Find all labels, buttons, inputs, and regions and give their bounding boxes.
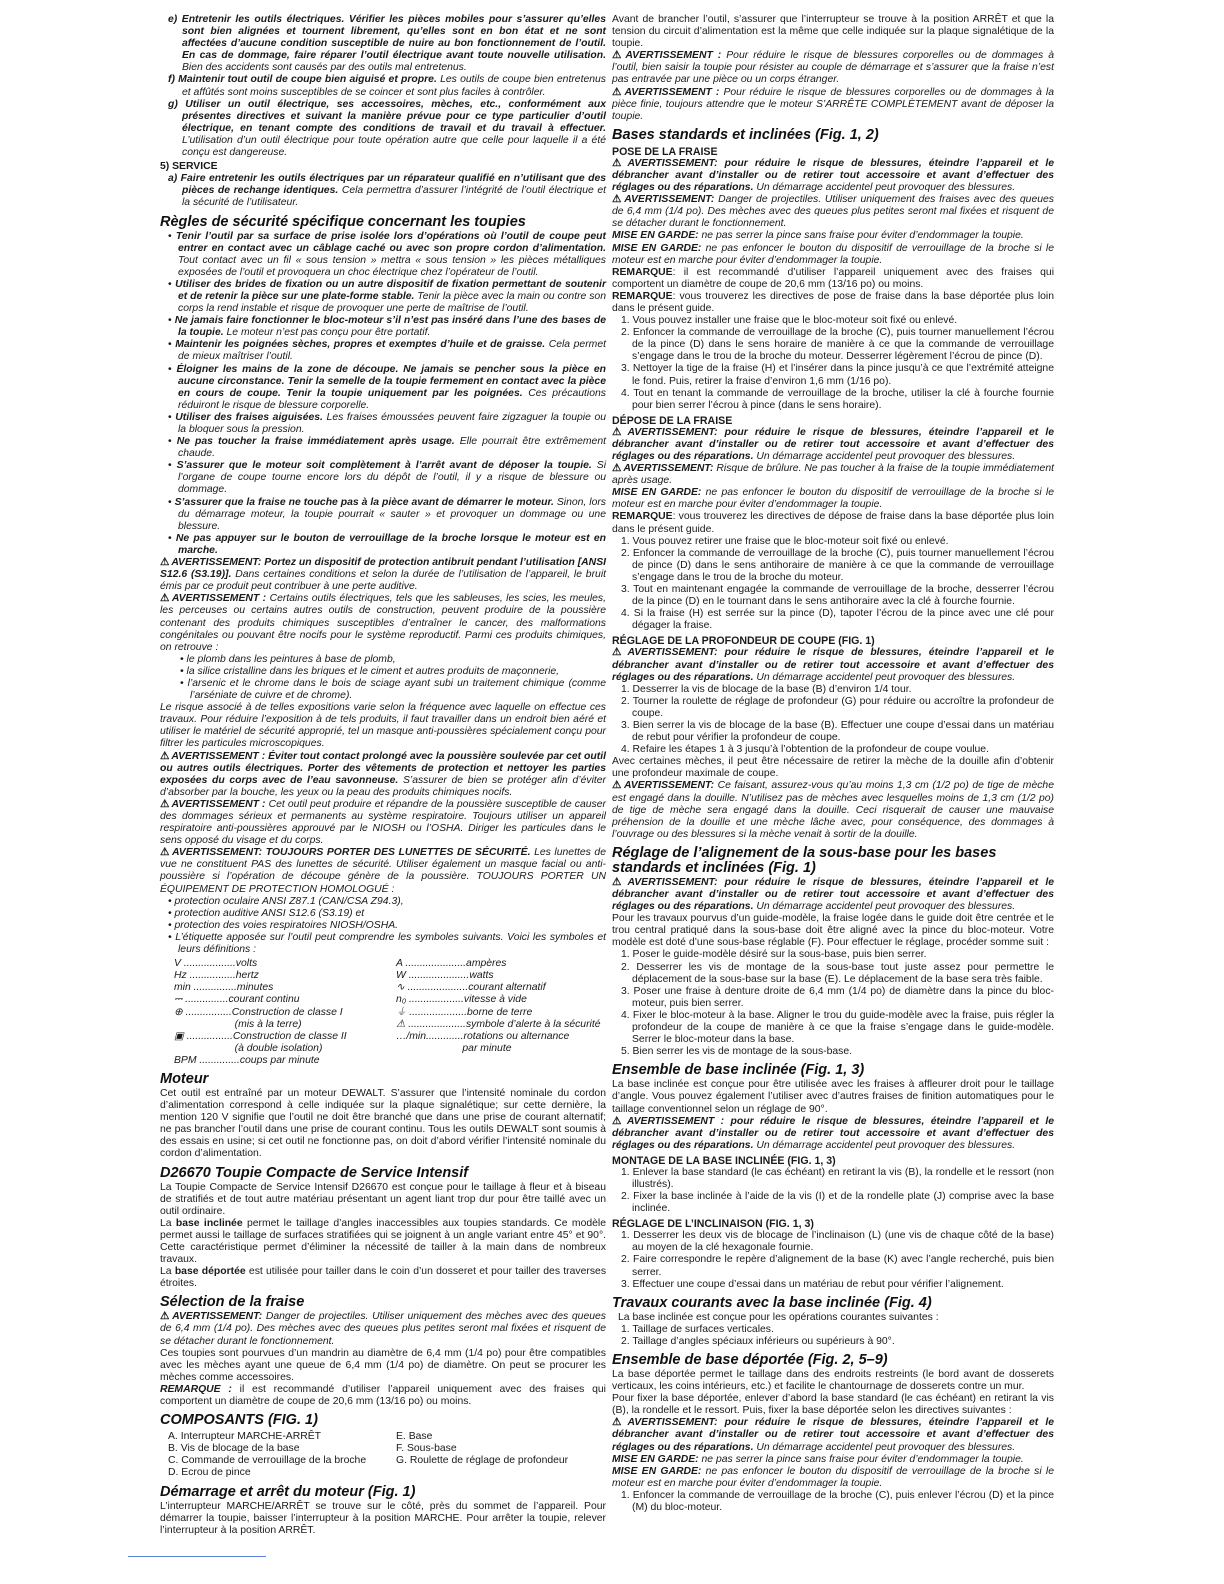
profondeur-warning-tige: ⚠ AVERTISSEMENT: Ce faisant, assurez-vous qu’au moins 1,3 cm (1/2 po) de tige de mèche est engagé dans la douille. N’utilisez pas de mèches avec lesquelles moins de 1,3 cm (1/2 po) de tige de mèche sera engagé dans la douille. Ceci risquerait de causer une mauvaise préhension de la douille et une mèche lâche avec, pour conséquence, des dommages à l’ouvrage ou des blessures si la mèche venait à sortir de la douille. [612, 780, 1054, 840]
mise-en-garde-1: MISE EN GARDE: ne pas serrer la pince sans fraise pour éviter d’endommager la toupie. [612, 230, 1024, 242]
list-item: • Ne jamais faire fonctionner le bloc-moteur s’il n’est pas inséré dans l’une des bases de la toupie. Le moteur n’est pas conçu pour être portatif. [168, 315, 606, 339]
montage-heading: MONTAGE DE LA BASE INCLINÉE (FIG. 1, 3) [612, 1154, 836, 1167]
list-item: • protection auditive ANSI S12.6 (S3.19) et [168, 907, 365, 919]
symbol-entry: W .....................watts [396, 970, 494, 982]
warning-contact: ⚠ AVERTISSEMENT : Éviter tout contact prolongé avec la poussière soulevée par cet outil ou autres outils électriques. Porter des vêtements de protection et nettoyer les parties exposées du corps avec de l’eau savonneuse. S’assurer de bien se protéger afin d’éviter d’absorber par la bouche, les yeux ou la peau des produits chimiques nocifs. [160, 751, 606, 799]
list-item: 2. Desserrer les vis de montage de la sous-base tout juste assez pour permettre le déplacement de la sous-base sur la base (E). Le déplacement de la base sera très faible. [621, 961, 1054, 985]
composants-heading: COMPOSANTS (FIG. 1) [160, 1412, 318, 1429]
list-item: • L’étiquette apposée sur l’outil peut comprendre les symboles suivants. Voici les symboles et leurs définitions : [168, 931, 607, 956]
warning-antibruit: ⚠ AVERTISSEMENT: Portez un dispositif de protection antibruit pendant l’utilisation [ANSI S12.6 (S3.19)]. Dans certaines conditions et selon la durée de l’utilisation de l’appareil, le bruit émis par ce produit peut contribuer à une perte auditive. [160, 557, 606, 593]
list-item: 1. Taillage de surfaces verticales. [621, 1323, 774, 1335]
list-item: • S’assurer que la fraise ne touche pas à la pièce avant de démarrer le moteur. Sinon, lors du démarrage moteur, la toupie pourrait « sauter » et provoquer un dommage ou une blessure. [168, 496, 607, 532]
list-item: • Ne pas toucher la fraise immédiatement après usage. Elle pourrait être extrêmement chaude. [168, 436, 606, 460]
list-item: • Maintenir les poignées sèches, propres et exemptes d’huile et de graisse. Cela permet de mieux maîtriser l’outil. [168, 339, 606, 363]
left-column [160, 14, 606, 1537]
travaux-heading: Travaux courants avec la base inclinée (Fig. 4) [612, 1294, 932, 1311]
maint-f: f) Maintenir tout outil de coupe bien aiguisé et propre. Les outils de coupe bien entretenus et affûtés sont moins susceptibles de se coincer et sont plus faciles à contrôler. [168, 74, 606, 98]
d26670-p2: La base inclinée permet le taillage d’angles inaccessibles aux toupies standards. Ce modèle permet aussi le taillage de surfaces stratifiées qui se joignent à un angle variant entre 45° et 90°. Cette caractéristique permet d’éliminer la nécessité de tailler à la main dans de nombreux travaux. [160, 1217, 606, 1266]
list-item: • Ne pas appuyer sur le bouton de verrouillage de la broche lorsque le moteur est en marche. [168, 532, 606, 556]
list-item: 2. Faire correspondre le repère d’alignement de la base (K) avec l’angle recherché, puis bien serrer. [621, 1254, 1054, 1278]
pose-projectiles: ⚠ AVERTISSEMENT: Danger de projectiles. Utiliser uniquement des fraises avec des queues de 6,4 mm (1/4 po). Des mèches avec des queues plus petites seront mal fixées et risquent de se détacher durant le fonctionnement. [612, 194, 1054, 230]
deportee-heading: Ensemble de base déportée (Fig. 2, 5–9) [612, 1352, 888, 1368]
deportee-warning: ⚠ AVERTISSEMENT: pour réduire le risque de blessures, éteindre l’appareil et le débrancher avant d’installer ou de retirer tout accessoire et avant d’effectuer des réglages ou des réparations. Un démarrage accidentel peut provoquer des blessures. [612, 1417, 1054, 1453]
d26670-p3: La base déportée est utilisée pour tailler dans le coin d’un dosseret et pour tailler des traverses étroites. [160, 1266, 607, 1290]
warning-couple: ⚠ AVERTISSEMENT : Pour réduire le risque de blessures corporelles ou de dommages à l’outil, bien saisir la toupie pour résister au couple de démarrage et s’assurer que la fraise n’est pas entravée par une pièce ou un corps étranger. [612, 50, 1054, 86]
list-item: • le plomb dans les peintures à base de plomb, [180, 653, 396, 665]
symbol-entry: min ...............minutes [174, 982, 274, 994]
list-item: 4. Si la fraise (H) est serrée sur la pince (D), tapoter l’écrou de la pince avec une clé pour dégager la fraise. [621, 608, 1054, 632]
symbol-entry: ⎓ ...............courant continu [174, 994, 300, 1006]
symbol-entry: ⊕ ................Construction de classe I [174, 1006, 343, 1018]
list-item: 1. Poser le guide-modèle désiré sur la sous-base, puis bien serrer. [621, 949, 927, 961]
alignement-text: Pour les travaux pourvus d’un guide-modèle, la fraise logée dans le guide doit être centrée et le trou central pratiqué dans la sous-base doit être aligné avec la pince du bloc-moteur. Votre modèle est doté d’une sous-base réglable (F). Pour effectuer le réglage, procéder somme suit : [612, 913, 1054, 949]
list-item: G. Roulette de réglage de profondeur [396, 1455, 569, 1467]
service-a: a) Faire entretenir les outils électriques par un réparateur qualifié en n’utilisant que des pièces de rechange identiques. Cela permettra d’assurer l’intégrité de l’outil électrique et la sécurité de l’utilisateur. [168, 173, 606, 209]
list-item: 3. Tout en maintenant engagée la commande de verrouillage de la broche, desserrer l’écrou de la pince (D) en le tournant dans le sens antihoraire avec la clé à fourche fournie. [621, 584, 1054, 608]
symbol-entry: A .....................ampères [396, 958, 507, 970]
list-item [396, 1467, 596, 1479]
selection-remarque: REMARQUE : il est recommandé d’utiliser l’appareil uniquement avec des fraises qui comportent un diamètre de coupe de 20,6 mm (13/16 po) ou moins. [160, 1383, 606, 1408]
profondeur-note: Avec certaines mèches, il peut être nécessaire de retirer la mèche de la douille afin d’obtenir une profondeur maximale de coupe. [612, 756, 1054, 780]
depose-brulure: ⚠ AVERTISSEMENT: Risque de brûlure. Ne pas toucher à la fraise de la toupie immédiatement après usage. [612, 463, 1054, 487]
list-item: A. Interrupteur MARCHE-ARRÊT [168, 1431, 322, 1443]
list-item: 5. Bien serrer les vis de montage de la sous-base. [621, 1046, 853, 1058]
symbol-entry: ▣ ................Construction de classe II [174, 1030, 347, 1042]
d26670-heading: D26670 Toupie Compacte de Service Intensif [160, 1164, 469, 1181]
symbol-entry: (à double isolation) [174, 1042, 323, 1054]
deportee-p2: Pour fixer la base déportée, enlever d’abord la base standard (le cas échéant) en retirant la vis (B), la rondelle et le ressort. Puis, fixer la base déportée selon les directives suivantes : [612, 1393, 1054, 1417]
symbol-entry: V ..................volts [174, 958, 258, 970]
list-item: • Éloigner les mains de la zone de découpe. Ne jamais se pencher sous la pièce en aucune circonstance. Tenir la semelle de la toupie fermement en contact avec la pièce en cours de coupe. Tenir la toupie uniquement par les poignées. Ces précautions réduiront le risque de blessure corporelle. [168, 363, 607, 411]
list-item: 2. Tourner la roulette de réglage de profondeur (G) pour réduire ou accroître la profondeur de coupe. [621, 695, 1054, 719]
depose-mise-en-garde: MISE EN GARDE: ne pas enfoncer le bouton du dispositif de verrouillage de la broche si le moteur est en marche pour éviter d’endommager la toupie. [612, 487, 1054, 511]
remarque-1: REMARQUE: il est recommandé d’utiliser l’appareil uniquement avec des fraises qui comportent un diamètre de coupe de 20,6 mm (13/16 po) ou moins. [612, 266, 1054, 290]
symbol-entry: ∿ .....................courant alternatif [396, 982, 546, 994]
list-item: • Utiliser des brides de fixation ou un autre dispositif de fixation permettant de soutenir et de retenir la pièce sur une plate-forme stable. Tenir la pièce avec la main ou contre son corps la rend instable et risque de provoquer une perte de maîtrise de l’outil. [168, 278, 606, 315]
list-item: 3. Nettoyer la tige de la fraise (H) et l’insérer dans la pince jusqu’à ce que l’extrémité atteigne le fond. Puis, retirer la fraise d’environ 1,6 mm (1/16 po). [621, 363, 1054, 387]
list-item: 1. Vous pouvez installer une fraise que le bloc-moteur soit fixé ou enlevé. [621, 315, 958, 327]
list-item: 1. Desserrer les deux vis de blocage de l’inclinaison (L) (une vis de chaque côté de la base) au moyen de la clé hexagonale fournie. [621, 1230, 1054, 1254]
symbol-entry: n₀ ...................vitesse à vide [396, 994, 527, 1006]
service-heading: 5) SERVICE [160, 161, 218, 173]
symbol-entry: …/min.............rotations ou alternance [396, 1030, 570, 1042]
list-item: • l’arsenic et le chrome dans le bois de sciage ayant subi un traitement chimique (comme l’arséniate de cuivre et de chrome). [180, 677, 606, 702]
list-item: C. Commande de verrouillage de la broche [168, 1455, 367, 1467]
regles-list [160, 231, 606, 558]
deportee-mise-en-garde-1: MISE EN GARDE: ne pas serrer la pince sans fraise pour éviter d’endommager la toupie. [612, 1453, 1024, 1465]
list-item: 3. Effectuer une coupe d’essai dans un matériau de rebut pour vérifier l’alignement. [621, 1278, 1004, 1290]
list-item: 1. Enfoncer la commande de verrouillage de la broche (C), puis enlever l’écrou (D) et la pince (M) du bloc-moteur. [621, 1489, 1054, 1514]
symbol-entry: BPM ..............coups par minute [174, 1054, 320, 1066]
list-item: 1. Enlever la base standard (le cas échéant) en retirant la vis (B), la rondelle et le ressort (non illustrés). [621, 1166, 1054, 1190]
list-item: • Utiliser des fraises aiguisées. Les fraises émoussées peuvent faire zigzaguer la toupie ou la bloquer sous la pression. [168, 411, 607, 435]
symbol-entry: ⚠ ....................symbole d’alerte à la sécurité [396, 1018, 601, 1030]
list-item: • protection des voies respiratoires NIOSH/OSHA. [168, 919, 399, 931]
symbol-entry: par minute [396, 1042, 512, 1054]
list-item: • S’assurer que le moteur soit complètement à l’arrêt avant de déposer la toupie. Si l’organe de coupe tourne encore lors du dépôt de l’outil, il y a risque de blessure ou dommage. [168, 460, 607, 496]
list-item: 3. Bien serrer la vis de blocage de la base (B). Effectuer une coupe d’essai dans un matériau de rebut pour vérifier la profondeur de coupe. [621, 719, 1054, 744]
alignement-heading: Réglage de l’alignement de la sous-base pour les bases standards et inclinées (Fig. 1) [612, 844, 997, 876]
pose-warning: ⚠ AVERTISSEMENT: pour réduire le risque de blessures, éteindre l’appareil et le débrancher avant d’installer ou de retirer tout accessoire et avant d’effectuer des réglages ou des réparations. Un démarrage accidentel peut provoquer des blessures. [612, 158, 1054, 194]
demarrage-heading: Démarrage et arrêt du moteur (Fig. 1) [160, 1483, 416, 1500]
list-item: 4. Refaire les étapes 1 à 3 jusqu’à l’obtention de la profondeur de coupe voulue. [621, 744, 989, 756]
list-item: 3. Poser une fraise à denture droite de 6,4 mm (1/4 po) de diamètre dans la pince du bloc-moteur, puis bien serrer. [621, 985, 1054, 1009]
footer-rule [128, 1556, 266, 1557]
symbol-table [174, 958, 606, 1067]
warning-respiratoire: ⚠ AVERTISSEMENT : Cet outil peut produire et répandre de la poussière susceptible de causer des dommages sérieux et permanents au système respiratoire. Toujours utiliser un appareil respiratoire anti-poussières approuvé par le NIOSH ou l’OSHA. Diriger les particules dans le sens opposé du visage et du corps. [160, 799, 606, 847]
d26670-p1: La Toupie Compacte de Service Intensif D26670 est conçue pour le taillage à fleur et à biseau de stratifiés et de tout autre matériau présentant un agent liant trop dur pour être taillé avec un outil ordinaire. [160, 1181, 606, 1217]
remarque-2: REMARQUE: vous trouverez les directives de pose de fraise dans la base déportée plus loin dans le présent guide. [612, 290, 1054, 314]
list-item: 1. Vous pouvez retirer une fraise que le bloc-moteur soit fixé ou enlevé. [621, 535, 949, 547]
moteur-text: Cet outil est entraîné par un moteur DEWALT. S’assurer que l’intensité nominale du cordon d’alimentation correspond à celle indiquée sur la plaque signalétique; sur cette dernière, la mention 120 V signifie que l’outil ne doit être branché que dans une prise de courant alternatif; ne pas brancher l’outil dans une prise de courant continu. Tous les outils DEWALT sont soumis à des essais en usine; si cet outil ne fonctionne pas, on doit d’abord vérifier l’intensité nominale du cordon d’alimentation. [160, 1087, 606, 1160]
symbol-entry [396, 1055, 618, 1067]
symbol-entry: Hz ................hertz [174, 970, 259, 982]
list-item: 2. Taillage d’angles spéciaux inférieurs ou supérieurs à 90°. [621, 1335, 895, 1347]
warning-arret: ⚠ AVERTISSEMENT : Pour réduire le risque de blessures corporelles ou de dommages à la pièce finie, toujours attendre que le moteur S’ARRÊTE COMPLÈTEMENT avant de déposer la toupie. [612, 87, 1054, 123]
list-item: 4. Tout en tenant la commande de verrouillage de la broche, utiliser la clé à fourche fournie pour bien serrer l’écrou à pince (dans le sens horaire). [621, 387, 1054, 411]
selection-warning: ⚠ AVERTISSEMENT: Danger de projectiles. Utiliser uniquement des mèches avec des queues de 6,4 mm (1/4 po). Des mèches avec des queues plus petites seront mal fixées et risquent de se détacher durant le fonctionnement. [160, 1311, 606, 1347]
moteur-heading: Moteur [160, 1070, 209, 1087]
depose-warning: ⚠ AVERTISSEMENT: pour réduire le risque de blessures, éteindre l’appareil et le débrancher avant d’installer ou de retirer tout accessoire et avant d’effectuer des réglages ou des réparations. Un démarrage accidentel peut provoquer des blessures. [612, 427, 1054, 463]
list-item: • Tenir l’outil par sa surface de prise isolée lors d’opérations où l’outil de coupe peut entrer en contact avec un câblage caché ou avec son propre cordon d’alimentation. Tout contact avec un fil « sous tension » mettra « sous tension » les pièces métalliques exposées de l’outil et provoquera un choc électrique chez l’opérateur de l’outil. [168, 230, 606, 278]
alignement-warning: ⚠ AVERTISSEMENT: pour réduire le risque de blessures, éteindre l’appareil et le débrancher avant d’installer ou de retirer tout accessoire et avant d’effectuer des réglages ou des réparations. Un démarrage accidentel peut provoquer des blessures. [612, 877, 1054, 913]
list-item: 1. Desserrer la vis de blocage de la base (B) d’environ 1/4 tour. [621, 683, 912, 695]
inclinee-warning: ⚠ AVERTISSEMENT : pour réduire le risque de blessures, éteindre l’appareil et le débrancher avant d’installer ou de retirer tout accessoire et avant d’effectuer des réglages ou des réparations. Un démarrage accidentel peut provoquer des blessures. [612, 1116, 1054, 1152]
list-item: E. Base [396, 1431, 433, 1443]
deportee-p1: La base déportée permet le taillage dans des endroits restreints (le bord avant de dosserets verticaux, les coins intérieurs, etc.) et facilite le chantournage de dosserets contre un mur. [612, 1369, 1054, 1393]
depose-remarque: REMARQUE: vous trouverez les directives de dépose de fraise dans la base déportée plus loin dans le présent guide. [612, 511, 1054, 535]
list-item: 2. Enfoncer la commande de verrouillage de la broche (C), puis tourner manuellement l’écrou de pince (D) dans le sens antihoraire de manière à ce que la commande de verrouillage s’engage dans le trou de la broche du moteur. [621, 547, 1054, 583]
selection-text: Ces toupies sont pourvues d’un mandrin au diamètre de 6,4 mm (1/4 po) pour être compatibles avec les mèches ayant une queue de 6,4 mm (1/4 po) de diamètre. On peut se procurer les mèches comme accessoires. [160, 1347, 606, 1383]
mise-en-garde-2: MISE EN GARDE: ne pas enfoncer le bouton du dispositif de verrouillage de la broche si le moteur est en marche pour éviter d’endommager la toupie. [612, 242, 1054, 266]
composants-list [168, 1431, 606, 1479]
bases-heading: Bases standards et inclinées (Fig. 1, 2) [612, 126, 879, 143]
regles-heading: Règles de sécurité spécifique concernant les toupies [160, 213, 526, 230]
travaux-text: La base inclinée est conçue pour les opérations courantes suivantes : [618, 1311, 939, 1323]
intro-text: Avant de brancher l’outil, s’assurer que l’interrupteur se trouve à la position ARRÊT et que la tension du circuit d’alimentation est la même que celle indiquée sur la plaque signalétique de la toupie. [612, 14, 1054, 50]
inclinee-heading: Ensemble de base inclinée (Fig. 1, 3) [612, 1062, 865, 1079]
list-item: • la silice cristalline dans les briques et le ciment et autres produits de maçonnerie, [180, 665, 560, 677]
profondeur-warning: ⚠ AVERTISSEMENT: pour réduire le risque de blessures, éteindre l’appareil et le débrancher avant d’installer ou de retirer tout accessoire et avant d’effectuer des réglages ou des réparations. Un démarrage accidentel peut provoquer des blessures. [612, 647, 1054, 683]
profondeur-heading: RÉGLAGE DE LA PROFONDEUR DE COUPE (FIG. 1) [612, 635, 875, 648]
symbol-entry: ⏚ ....................borne de terre [396, 1006, 533, 1018]
depose-heading: DÉPOSE DE LA FRAISE [612, 414, 733, 427]
inclinee-text: La base inclinée est conçue pour être utilisée avec les fraises à affleurer droit pour le taillage d’angle. Vous pouvez également l’utiliser avec d’autres fraises de finition automatiques pour le taillage conventionnel selon un réglage de 90°. [612, 1079, 1054, 1115]
warning-poussiere: ⚠ AVERTISSEMENT : Certains outils électriques, tels que les sableuses, les scies, les meules, les perceuses ou certains autres outils de construction, peuvent produire de la poussière contenant des produits chimiques susceptibles d’entraîner le cancer, des malformations congénitales ou pouvant être nocifs pour le système reproductif. Parmi ces produits chimiques, on retrouve : [160, 593, 606, 653]
right-column [612, 14, 1054, 1514]
symbol-entry: (mis à la terre) [174, 1018, 302, 1030]
maint-e: e) Entretenir les outils électriques. Vérifier les pièces mobiles pour s’assurer qu’elles sont bien alignées et tournent librement, qu’elles sont en bon état et ne sont affectées d’aucune condition susceptible de nuire au bon fonctionnement de l’outil. En cas de dommage, faire réparer l’outil électrique avant toute nouvelle utilisation. Bien des accidents sont causés par des outils mal entretenus. [168, 14, 606, 74]
list-item: D. Ecrou de pince [168, 1467, 251, 1479]
maint-g: g) Utiliser un outil électrique, ses accessoires, mèches, etc., conformément aux présentes directives et suivant la manière prévue pour ce type particulier d’outil électrique, en tenant compte des conditions de travail et du travail à effectuer. L’utilisation d’un outil électrique pour toute opération autre que celle pour laquelle il a été conçu est dangereuse. [168, 98, 606, 159]
list-item: 4. Fixer le bloc-moteur à la base. Aligner le trou du guide-modèle avec la fraise, puis régler la profondeur de la coupe de manière à ce que la fraise s’engage dans le guide-modèle. Serrer le bloc-moteur dans la base. [621, 1009, 1054, 1046]
selection-heading: Sélection de la fraise [160, 1294, 305, 1311]
warning-lunettes: ⚠ AVERTISSEMENT: TOUJOURS PORTER DES LUNETTES DE SÉCURITÉ. Les lunettes de vue ne constituent PAS des lunettes de sécurité. Utiliser également un masque facial ou anti-poussière si l’opération de découpe génère de la poussière. TOUJOURS PORTER UN ÉQUIPEMENT DE PROTECTION HOMOLOGUÉ : [160, 847, 606, 895]
list-item: B. Vis de blocage de la base [168, 1443, 300, 1455]
pose-heading: POSE DE LA FRAISE [612, 145, 718, 158]
inclinaison-heading: RÉGLAGE DE L’INCLINAISON (FIG. 1, 3) [612, 1218, 814, 1231]
list-item: • protection oculaire ANSI Z87.1 (CAN/CSA Z94.3), [168, 895, 404, 907]
list-item: 2. Enfoncer la commande de verrouillage de la broche (C), puis tourner manuellement l’écrou de la pince (D) dans le sens horaire de manière à ce que la commande de verrouillage s’engage dans le trou de la broche du moteur. Desserrer légèrement l’écrou de pince (D). [621, 327, 1054, 363]
list-item: F. Sous-base [396, 1443, 457, 1455]
list-item: 2. Fixer la base inclinée à l’aide de la vis (I) et de la rondelle plate (J) comprise avec la base inclinée. [621, 1191, 1054, 1215]
demarrage-text: L’interrupteur MARCHE/ARRÊT se trouve sur le côté, près du sommet de l’appareil. Pour démarrer la toupie, baisser l’interrupteur à la position MARCHE. Pour arrêter la toupie, relever l’interrupteur à la position ARRÊT. [160, 1500, 606, 1536]
risk-text: Le risque associé à de telles expositions varie selon la fréquence avec laquelle on effectue ces travaux. Pour réduire l’exposition à de tels produits, il faut travailler dans un endroit bien aéré et utiliser le matériel de sécurité approprié, tel un masque anti-poussières spécialement conçu pour filtrer les particules microscopiques. [160, 702, 606, 750]
deportee-mise-en-garde-2: MISE EN GARDE: ne pas enfoncer le bouton du dispositif de verrouillage de la broche si le moteur est en marche pour éviter d’endommager la toupie. [612, 1465, 1054, 1489]
